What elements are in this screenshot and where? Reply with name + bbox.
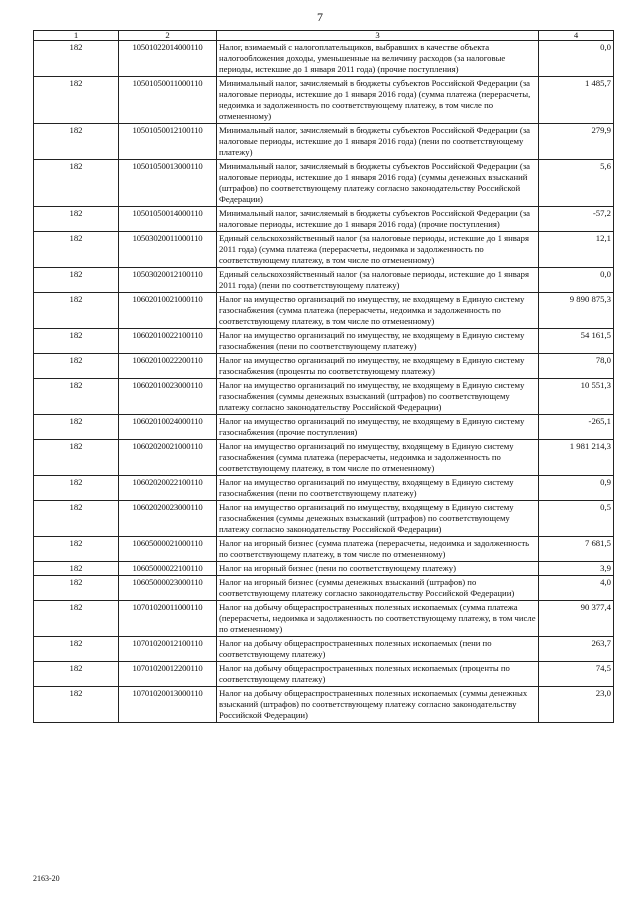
code-cell: 10602020023000110 [119,501,217,537]
column-header-admin: 1 [34,31,119,41]
amount-cell: 263,7 [539,637,614,662]
code-cell: 10602010023000110 [119,379,217,415]
description-cell: Налог на имущество организаций по имуществу, входящему в Единую систему газоснабжения (пени по соответствующему платежу) [217,476,539,501]
table-row [34,329,614,354]
table-row [34,440,614,476]
table-row [34,268,614,293]
column-header-code: 2 [119,31,217,41]
admin-cell: 182 [34,601,119,637]
admin-cell: 182 [34,124,119,160]
admin-cell: 182 [34,77,119,124]
description-cell: Единый сельскохозяйственный налог (за налоговые периоды, истекшие до 1 января 2011 года) (сумма платежа (перерасчеты, недоимка и задолженность по соответствующему платежу, в том числе по отмененному) [217,232,539,268]
amount-cell: 10 551,3 [539,379,614,415]
admin-cell: 182 [34,440,119,476]
admin-cell: 182 [34,637,119,662]
page-number: 7 [317,10,323,24]
table-row [34,537,614,562]
description-cell: Налог на имущество организаций по имуществу, входящему в Единую систему газоснабжения (суммы денежных взысканий (штрафов) по соответствующему платежу согласно законодательству Российской Федерации) [217,501,539,537]
admin-cell: 182 [34,379,119,415]
table-row [34,601,614,637]
table-row [34,77,614,124]
code-cell: 10605000022100110 [119,562,217,576]
code-cell: 10602010022200110 [119,354,217,379]
amount-cell: 4,0 [539,576,614,601]
table-row [34,232,614,268]
code-cell: 10501050014000110 [119,207,217,232]
table-row [34,662,614,687]
description-cell: Единый сельскохозяйственный налог (за налоговые периоды, истекшие до 1 января 2011 года) (пени по соответствующему платежу) [217,268,539,293]
amount-cell: 3,9 [539,562,614,576]
code-cell: 10501022014000110 [119,41,217,77]
code-cell: 10602010022100110 [119,329,217,354]
table-row [34,415,614,440]
admin-cell: 182 [34,329,119,354]
code-cell: 10503020012100110 [119,268,217,293]
code-cell: 10701020012200110 [119,662,217,687]
code-cell: 10605000023000110 [119,576,217,601]
description-cell: Налог на имущество организаций по имуществу, не входящему в Единую систему газоснабжения (сумма платежа (перерасчеты, недоимка и задолженность по соответствующему платежу, в том числе по отмененному) [217,293,539,329]
admin-cell: 182 [34,293,119,329]
amount-cell: 9 890 875,3 [539,293,614,329]
admin-cell: 182 [34,576,119,601]
code-cell: 10602020021000110 [119,440,217,476]
description-cell: Налог, взимаемый с налогоплательщиков, выбравших в качестве объекта налогообложения доходы, уменьшенные на величину расходов (за налоговые периоды, истекшие до 1 января 2011 года) (прочие поступления) [217,41,539,77]
admin-cell: 182 [34,232,119,268]
code-cell: 10501050013000110 [119,160,217,207]
amount-cell: 1 485,7 [539,77,614,124]
table-row [34,637,614,662]
table-row [34,501,614,537]
description-cell: Налог на имущество организаций по имуществу, входящему в Единую систему газоснабжения (сумма платежа (перерасчеты, недоимка и задолженность по соответствующему платежу, в том числе по отмененному) [217,440,539,476]
admin-cell: 182 [34,687,119,723]
code-cell: 10602020022100110 [119,476,217,501]
table-row [34,207,614,232]
description-cell: Налог на имущество организаций по имуществу, не входящему в Единую систему газоснабжения (пени по соответствующему платежу) [217,329,539,354]
description-cell: Налог на добычу общераспространенных полезных ископаемых (пени по соответствующему платежу) [217,637,539,662]
admin-cell: 182 [34,415,119,440]
table-row [34,576,614,601]
amount-cell: -265,1 [539,415,614,440]
table-body [34,41,614,723]
description-cell: Налог на игорный бизнес (сумма платежа (перерасчеты, недоимка и задолженность по соответствующему платежу, в том числе по отмененному) [217,537,539,562]
code-cell: 10605000021000110 [119,537,217,562]
admin-cell: 182 [34,160,119,207]
amount-cell: 90 377,4 [539,601,614,637]
column-header-amount: 4 [539,31,614,41]
amount-cell: 0,5 [539,501,614,537]
amount-cell: 78,0 [539,354,614,379]
amount-cell: 0,9 [539,476,614,501]
amount-cell: 7 681,5 [539,537,614,562]
code-cell: 10701020011000110 [119,601,217,637]
description-cell: Минимальный налог, зачисляемый в бюджеты субъектов Российской Федерации (за налоговые периоды, истекшие до 1 января 2016 года) (сумма платежа (перерасчеты, недоимка и задолженность по соответствующему платежу, в том числе по отмененному) [217,77,539,124]
table-row [34,124,614,160]
amount-cell: 0,0 [539,41,614,77]
description-cell: Налог на игорный бизнес (пени по соответствующему платежу) [217,562,539,576]
amount-cell: 1 981 214,3 [539,440,614,476]
admin-cell: 182 [34,354,119,379]
description-cell: Налог на имущество организаций по имуществу, не входящему в Единую систему газоснабжения (прочие поступления) [217,415,539,440]
description-cell: Минимальный налог, зачисляемый в бюджеты субъектов Российской Федерации (за налоговые периоды, истекшие до 1 января 2016 года) (пени по соответствующему платежу) [217,124,539,160]
table-header-row [34,31,614,41]
description-cell: Минимальный налог, зачисляемый в бюджеты субъектов Российской Федерации (за налоговые периоды, истекшие до 1 января 2016 года) (прочие поступления) [217,207,539,232]
amount-cell: 0,0 [539,268,614,293]
code-cell: 10501050012100110 [119,124,217,160]
footer-code: 2163-20 [33,874,60,883]
admin-cell: 182 [34,207,119,232]
admin-cell: 182 [34,476,119,501]
code-cell: 10602010024000110 [119,415,217,440]
description-cell: Налог на добычу общераспространенных полезных ископаемых (сумма платежа (перерасчеты, недоимка и задолженность по соответствующему платежу, в том числе по отмененному) [217,601,539,637]
table-row [34,41,614,77]
amount-cell: 5,6 [539,160,614,207]
code-cell: 10501050011000110 [119,77,217,124]
description-cell: Налог на добычу общераспространенных полезных ископаемых (суммы денежных взысканий (штрафов) по соответствующему платежу согласно законодательству Российской Федерации) [217,687,539,723]
code-cell: 10602010021000110 [119,293,217,329]
table-row [34,562,614,576]
revenue-table [33,30,614,723]
column-header-description: 3 [217,31,539,41]
table-row [34,476,614,501]
table-row [34,354,614,379]
code-cell: 10503020011000110 [119,232,217,268]
amount-cell: 23,0 [539,687,614,723]
description-cell: Налог на добычу общераспространенных полезных ископаемых (проценты по соответствующему платежу) [217,662,539,687]
amount-cell: 54 161,5 [539,329,614,354]
admin-cell: 182 [34,537,119,562]
amount-cell: 279,9 [539,124,614,160]
description-cell: Минимальный налог, зачисляемый в бюджеты субъектов Российской Федерации (за налоговые периоды, истекшие до 1 января 2016 года) (суммы денежных взысканий (штрафов) по соответствующему платежу согласно законодательству Российской Федерации) [217,160,539,207]
amount-cell: 12,1 [539,232,614,268]
description-cell: Налог на имущество организаций по имуществу, не входящему в Единую систему газоснабжения (суммы денежных взысканий (штрафов) по соответствующему платежу согласно законодательству Российской Федерации) [217,379,539,415]
table-row [34,293,614,329]
admin-cell: 182 [34,268,119,293]
admin-cell: 182 [34,501,119,537]
table-row [34,160,614,207]
description-cell: Налог на имущество организаций по имуществу, не входящему в Единую систему газоснабжения (проценты по соответствующему платежу) [217,354,539,379]
amount-cell: -57,2 [539,207,614,232]
table-row [34,687,614,723]
admin-cell: 182 [34,562,119,576]
code-cell: 10701020012100110 [119,637,217,662]
code-cell: 10701020013000110 [119,687,217,723]
amount-cell: 74,5 [539,662,614,687]
admin-cell: 182 [34,41,119,77]
admin-cell: 182 [34,662,119,687]
description-cell: Налог на игорный бизнес (суммы денежных взысканий (штрафов) по соответствующему платежу согласно законодательству Российской Федерации) [217,576,539,601]
table-row [34,379,614,415]
